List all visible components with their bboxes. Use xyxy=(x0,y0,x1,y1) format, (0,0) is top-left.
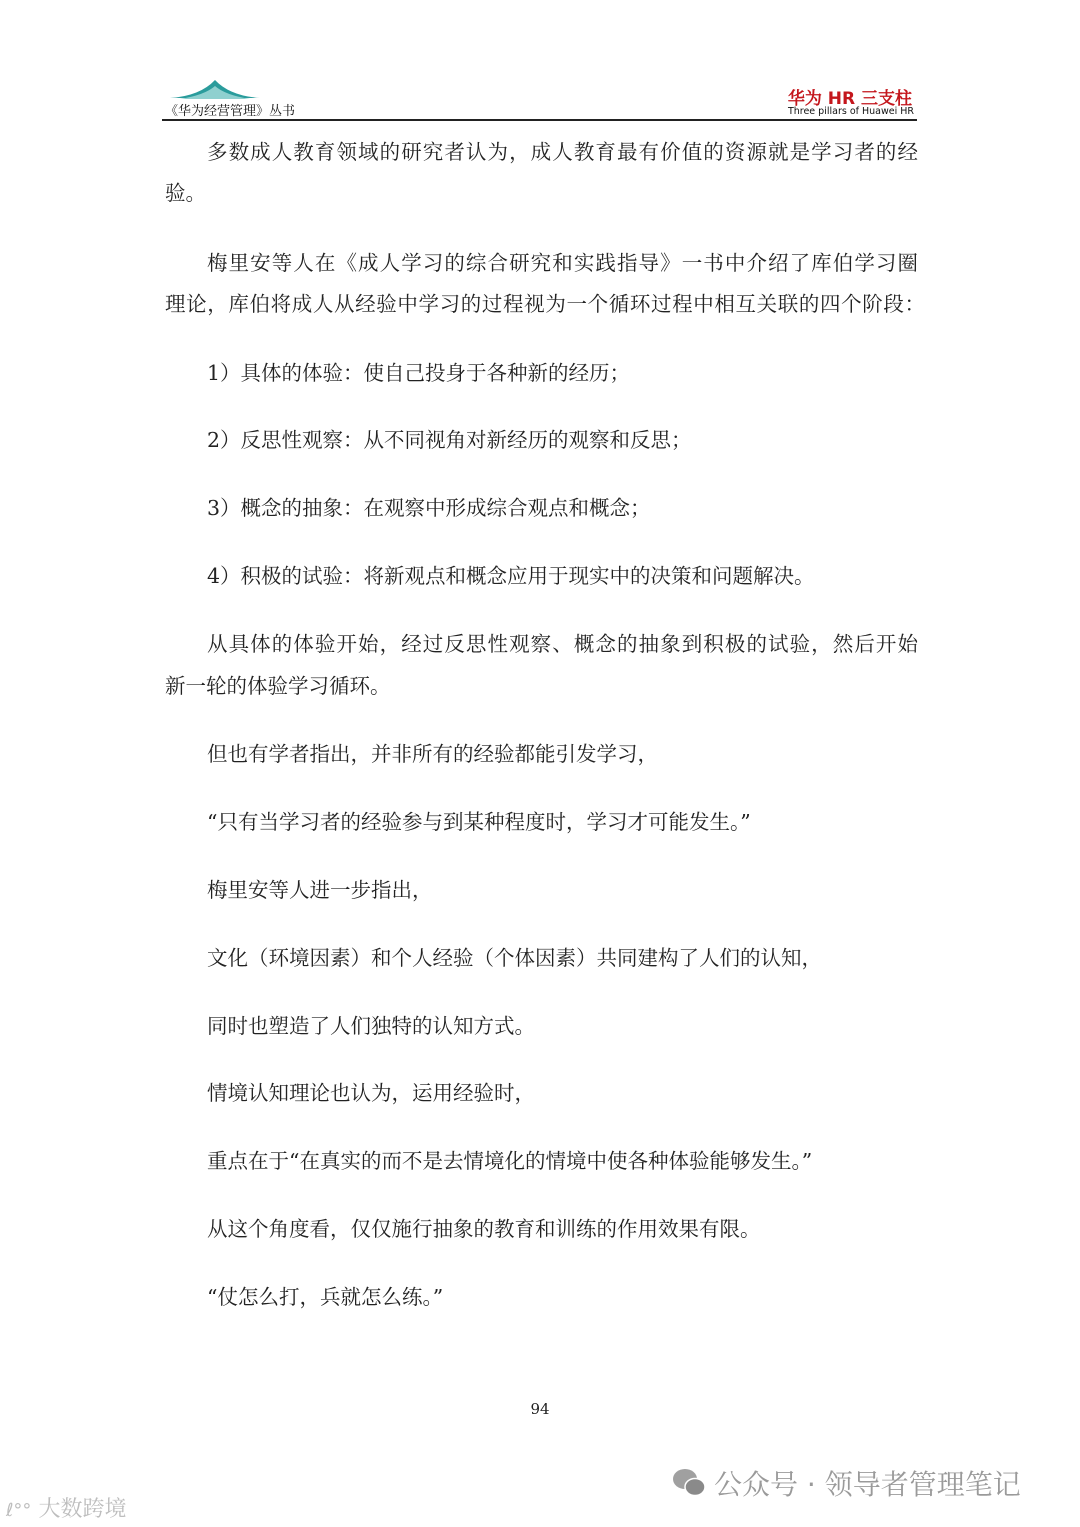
paragraph: 重点在于“在真实的而不是去情境化的情境中使各种体验能够发生。” xyxy=(207,1149,813,1173)
book-series-label: 《华为经营管理》丛书 xyxy=(165,104,296,119)
quote: “仗怎么打，兵就怎么练。” xyxy=(207,1285,444,1309)
source-watermark-label: 大数跨境 xyxy=(38,1497,127,1522)
wechat-account-label: 公众号 · 领导者管理笔记 xyxy=(714,1468,1021,1501)
quote: “只有当学习者的经验参与到某种程度时，学习才可能发生。” xyxy=(207,810,751,834)
list-item: 1）具体的体验：使自己投身于各种新的经历； xyxy=(207,361,631,385)
source-logo-icon: ℓ°° xyxy=(6,1500,32,1521)
paragraph: 但也有学者指出，并非所有的经验都能引发学习， xyxy=(207,742,658,766)
list-item: 3）概念的抽象：在观察中形成综合观点和概念； xyxy=(207,496,651,520)
paragraph: 文化（环境因素）和个人经验（个体因素）共同建构了人们的认知， xyxy=(207,946,822,970)
list-item: 4）积极的试验：将新观点和概念应用于现实中的决策和问题解决。 xyxy=(207,564,815,588)
paragraph-line: 理论，库伯将成人从经验中学习的过程视为一个循环过程中相互关联的四个阶段： xyxy=(165,292,925,316)
wechat-watermark xyxy=(672,1463,1021,1503)
paragraph-line: 验。 xyxy=(165,181,206,205)
book-subtitle: Three pillars of Huawei HR xyxy=(787,106,914,117)
book-logo-icon xyxy=(170,78,260,100)
wechat-icon xyxy=(672,1468,706,1498)
paragraph-line: 新一轮的体验学习循环。 xyxy=(165,674,391,698)
list-item: 2）反思性观察：从不同视角对新经历的观察和反思； xyxy=(207,428,692,452)
paragraph-line: 梅里安等人在《成人学习的综合研究和实践指导》一书中介绍了库伯学习圈 xyxy=(207,251,918,275)
header-divider xyxy=(162,119,917,121)
paragraph: 同时也塑造了人们独特的认知方式。 xyxy=(207,1014,535,1038)
paragraph: 梅里安等人进一步指出， xyxy=(207,878,433,902)
paragraph-line: 从具体的体验开始，经过反思性观察、概念的抽象到积极的试验，然后开始 xyxy=(207,632,918,656)
book-title: 华为 HR 三支柱 xyxy=(787,89,912,109)
source-watermark xyxy=(6,1492,126,1523)
paragraph-line: 多数成人教育领域的研究者认为，成人教育最有价值的资源就是学习者的经 xyxy=(207,140,918,164)
paragraph: 从这个角度看，仅仅施行抽象的教育和训练的作用效果有限。 xyxy=(207,1217,761,1241)
paragraph: 情境认知理论也认为，运用经验时， xyxy=(207,1081,535,1105)
page-number: 94 xyxy=(530,1400,550,1418)
